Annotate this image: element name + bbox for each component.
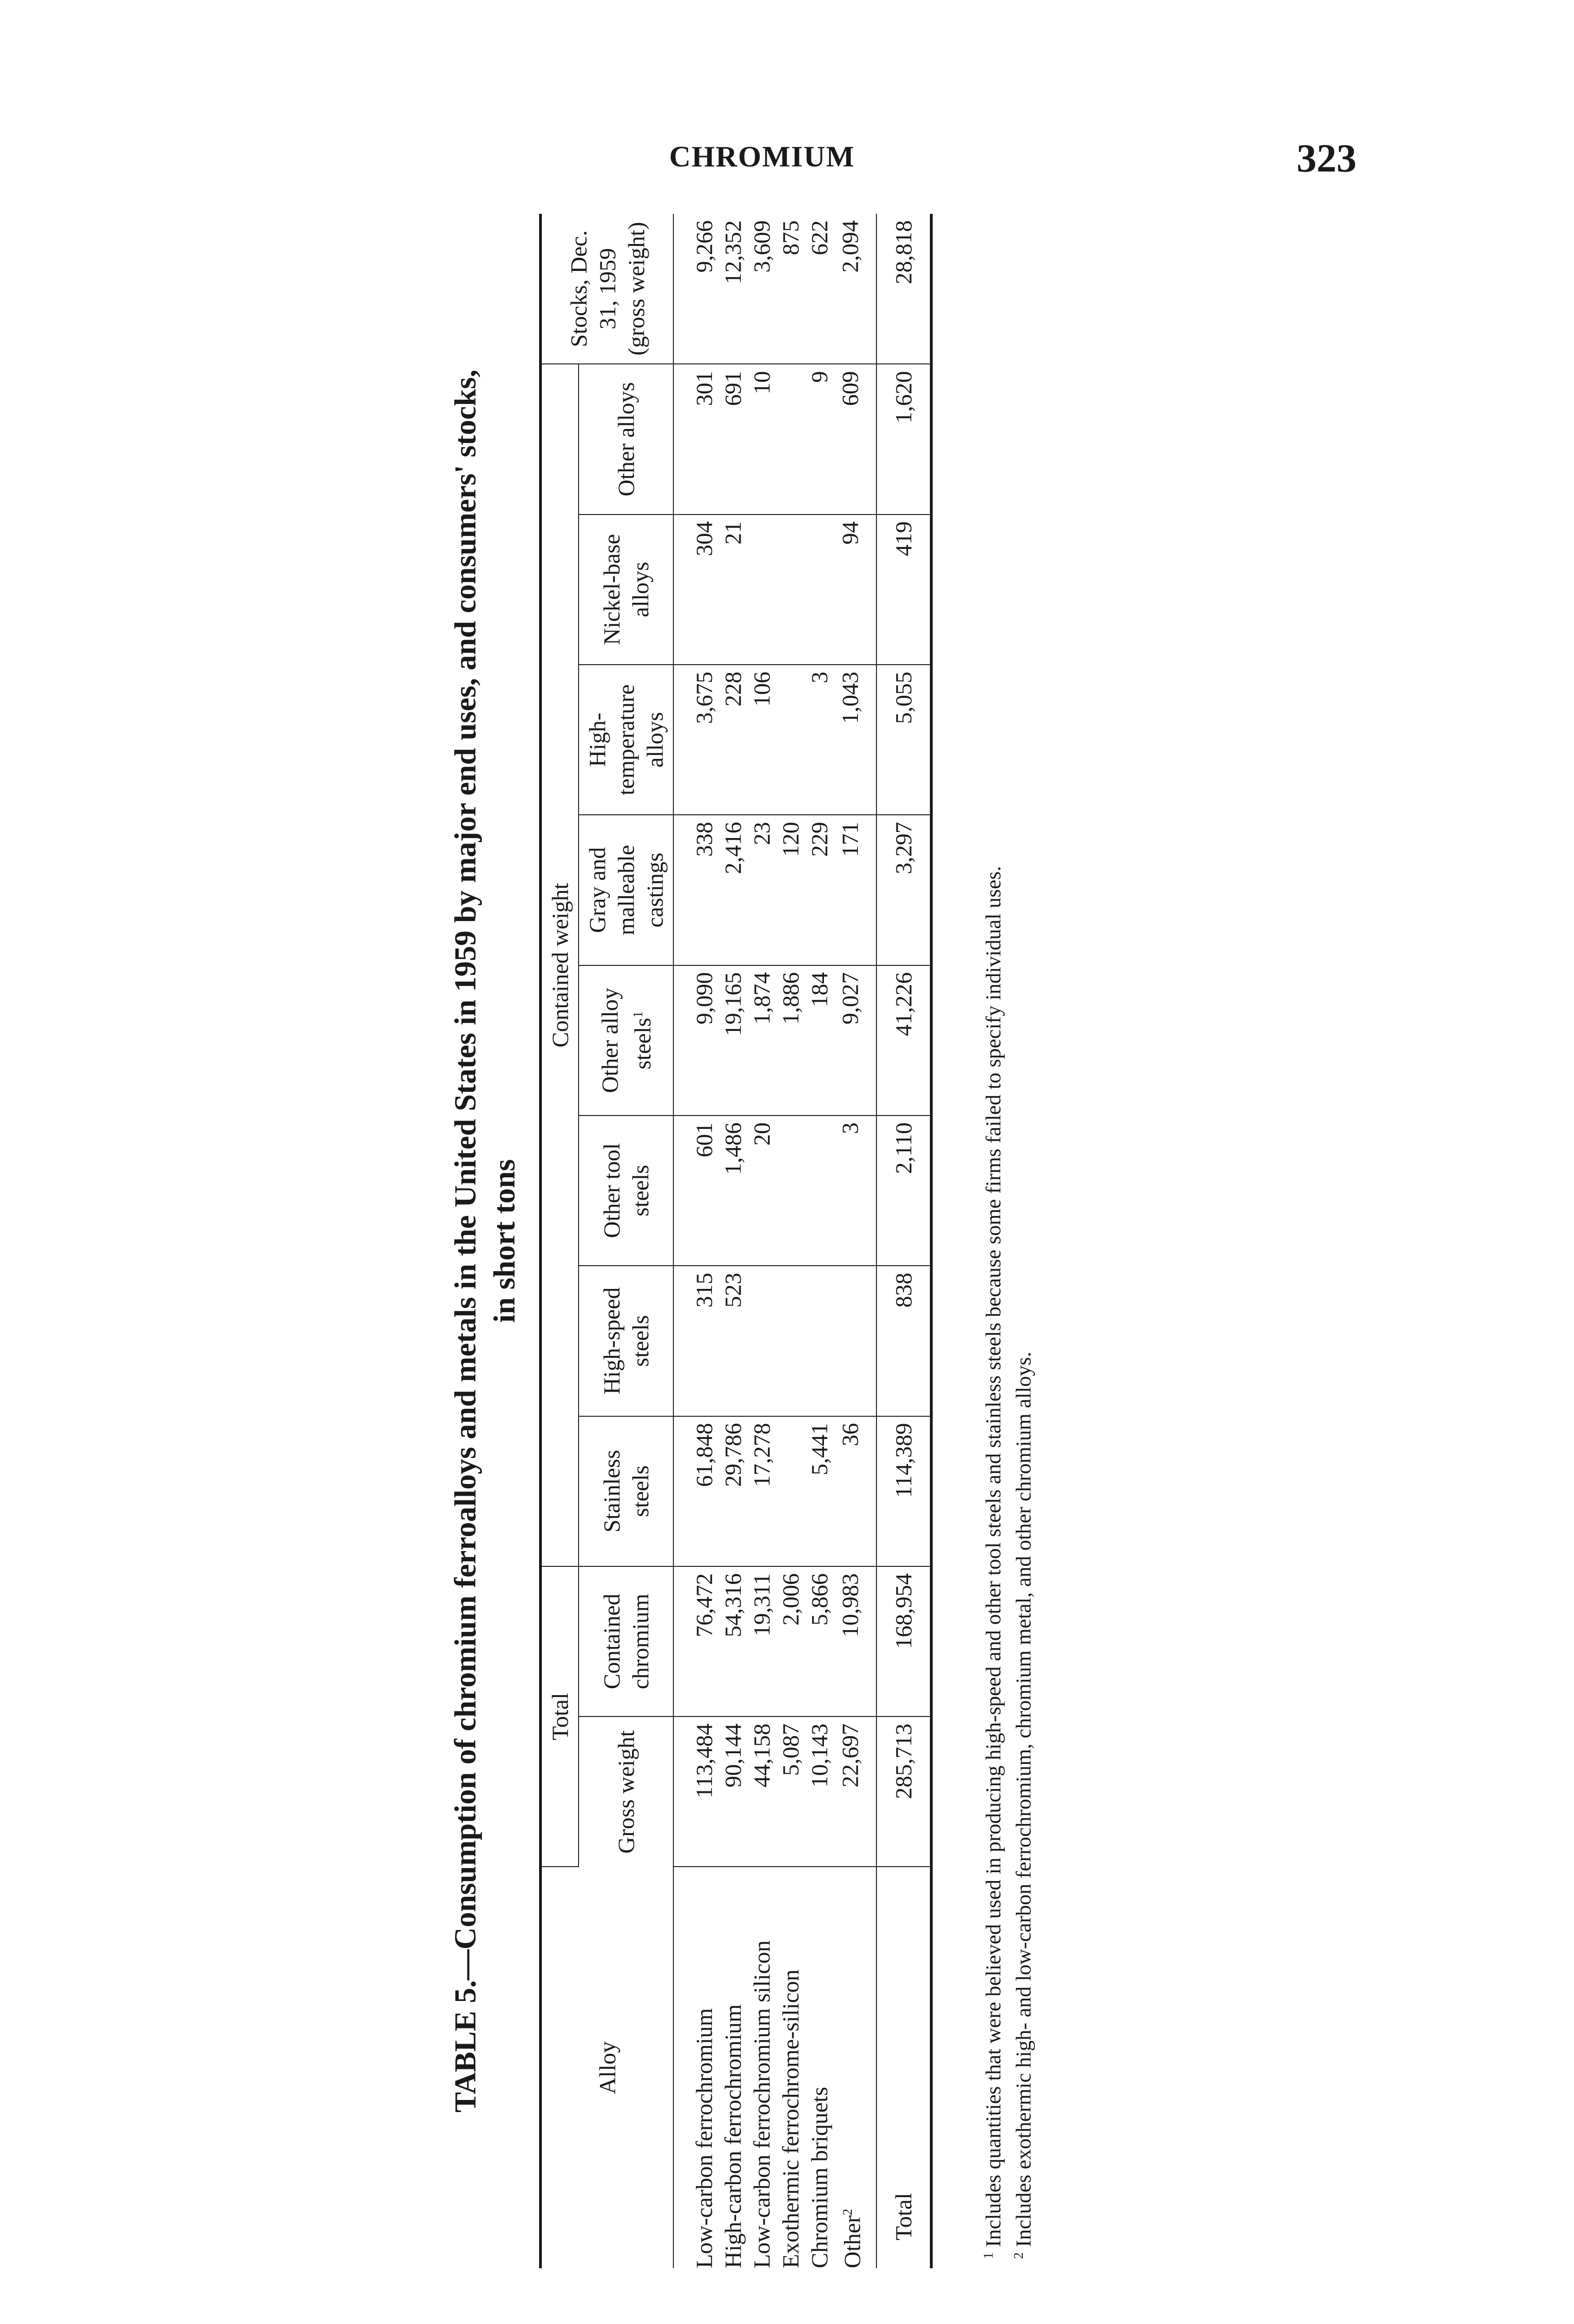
- table-row: [805, 214, 834, 2268]
- header-gray-malleable: Gray and malleable castings: [579, 815, 673, 965]
- cell-other-alloy: 184: [805, 965, 834, 1116]
- total-row: [876, 214, 931, 2268]
- cell-other-tool: [805, 1116, 834, 1266]
- alloy-name: Exothermic ferrochrome-silicon: [777, 1969, 803, 2268]
- header-other-alloys: Other alloys: [579, 364, 673, 514]
- cell-gray: 120: [776, 815, 805, 965]
- caption-line-2: in short tons: [487, 1159, 521, 1323]
- cell-high-speed: [776, 1266, 805, 1416]
- cell-gross: 90,144: [718, 1717, 747, 1867]
- running-head: CHROMIUM: [669, 140, 855, 173]
- cell-other-alloys: 691: [718, 364, 747, 514]
- header-gross-weight: Gross weight: [579, 1717, 673, 1867]
- cell-stocks: 3,609: [747, 214, 776, 364]
- row-label: [834, 1867, 876, 2268]
- cell-contained: 10,983: [834, 1566, 876, 1717]
- cell-high-temp: 228: [718, 665, 747, 815]
- cell-nickel: [805, 515, 834, 665]
- footnote-ref-2: 2: [841, 2209, 855, 2216]
- cell-gray: 2,416: [718, 815, 747, 965]
- cell-gray: 338: [673, 815, 718, 965]
- header-other-tool-steels: Other tool steels: [579, 1116, 673, 1266]
- header-other-alloy-steels-label: Other alloy steels: [596, 988, 656, 1093]
- cell-contained: 76,472: [673, 1566, 718, 1717]
- cell-stainless: 36: [834, 1416, 876, 1566]
- cell-nickel: 94: [834, 515, 876, 665]
- cell-stocks: 2,094: [834, 214, 876, 364]
- cell-stainless: [776, 1416, 805, 1566]
- footnote-2: [1006, 214, 1036, 2268]
- cell-gray: 23: [747, 815, 776, 965]
- alloy-name: Low-carbon ferrochromium: [691, 2008, 717, 2268]
- total-other-tool: 2,110: [876, 1116, 931, 1266]
- total-gross: 285,713: [876, 1717, 931, 1867]
- footnote-text: Includes quantities that were believed used in producing high-speed and other tool steels and stainless steels because some firms failed to specify individual uses.: [981, 866, 1005, 2247]
- cell-other-tool: 1,486: [718, 1116, 747, 1266]
- cell-nickel: 21: [718, 515, 747, 665]
- cell-other-tool: [776, 1116, 805, 1266]
- total-high-temp: 5,055: [876, 665, 931, 815]
- cell-stainless: 29,786: [718, 1416, 747, 1566]
- footnote-mark: 1: [981, 2252, 996, 2259]
- row-label: [673, 1867, 718, 2268]
- cell-gray: 229: [805, 815, 834, 965]
- footnote-text: Includes exothermic high- and low-carbon ferrochromium, chromium metal, and other chromium alloys.: [1011, 1352, 1035, 2247]
- cell-other-alloys: 10: [747, 364, 776, 514]
- table-row: [747, 214, 776, 2268]
- table-row: [834, 214, 876, 2268]
- consumption-table: [539, 214, 933, 2268]
- footnote-ref-1: 1: [631, 1011, 645, 1018]
- header-contained-chromium: Contained chromium: [579, 1566, 673, 1717]
- cell-other-alloy: 9,090: [673, 965, 718, 1116]
- cell-high-temp: 3,675: [673, 665, 718, 815]
- cell-other-alloys: 9: [805, 364, 834, 514]
- cell-gross: 44,158: [747, 1717, 776, 1867]
- total-other-alloy: 41,226: [876, 965, 931, 1116]
- cell-nickel: [776, 515, 805, 665]
- cell-other-alloy: 1,886: [776, 965, 805, 1116]
- cell-other-tool: 601: [673, 1116, 718, 1266]
- cell-other-alloys: 609: [834, 364, 876, 514]
- total-other-alloys: 1,620: [876, 364, 931, 514]
- table-row: [776, 214, 805, 2268]
- total-contained: 168,954: [876, 1566, 931, 1717]
- header-alloy: Alloy: [540, 1867, 673, 2268]
- cell-nickel: 304: [673, 515, 718, 665]
- alloy-name: Low-carbon ferrochromium silicon: [749, 1940, 775, 2268]
- page-number: 323: [1297, 136, 1357, 180]
- alloy-name: High-carbon ferrochromium: [720, 2004, 746, 2268]
- total-label: Total: [876, 1867, 931, 2268]
- header-high-speed-steels: High-speed steels: [579, 1266, 673, 1416]
- cell-other-tool: 20: [747, 1116, 776, 1266]
- cell-stainless: 61,848: [673, 1416, 718, 1566]
- table-row: [718, 214, 747, 2268]
- rotated-table-block: [446, 214, 1050, 2268]
- footnote-mark: 2: [1012, 2252, 1027, 2259]
- row-label: [718, 1867, 747, 2268]
- cell-other-alloys: 301: [673, 364, 718, 514]
- header-nickel-base-alloys: Nickel-base alloys: [579, 515, 673, 665]
- header-high-temp-alloys: High-temperature alloys: [579, 665, 673, 815]
- cell-other-tool: 3: [834, 1116, 876, 1266]
- cell-stainless: 17,278: [747, 1416, 776, 1566]
- total-nickel: 419: [876, 515, 931, 665]
- cell-stocks: 9,266: [673, 214, 718, 364]
- cell-other-alloy: 19,165: [718, 965, 747, 1116]
- cell-contained: 2,006: [776, 1566, 805, 1717]
- cell-high-speed: [805, 1266, 834, 1416]
- cell-high-speed: [834, 1266, 876, 1416]
- cell-other-alloys: [776, 364, 805, 514]
- cell-contained: 5,866: [805, 1566, 834, 1717]
- header-stainless-steels: Stainless steels: [579, 1416, 673, 1566]
- cell-gross: 5,087: [776, 1717, 805, 1867]
- footnotes: [976, 214, 1037, 2268]
- total-high-speed: 838: [876, 1266, 931, 1416]
- cell-gray: 171: [834, 815, 876, 965]
- row-label: [747, 1867, 776, 2268]
- cell-gross: 22,697: [834, 1717, 876, 1867]
- alloy-name: Chromium briquets: [806, 2086, 832, 2268]
- cell-stocks: 12,352: [718, 214, 747, 364]
- header-total-group: Total: [540, 1566, 579, 1867]
- total-stocks: 28,818: [876, 214, 931, 364]
- cell-gross: 10,143: [805, 1717, 834, 1867]
- header-stocks: Stocks, Dec. 31, 1959 (gross weight): [540, 214, 673, 364]
- table-row: [673, 214, 718, 2268]
- table-caption: [446, 214, 524, 2268]
- cell-high-speed: 315: [673, 1266, 718, 1416]
- cell-other-alloy: 9,027: [834, 965, 876, 1116]
- cell-high-temp: [776, 665, 805, 815]
- cell-high-temp: 1,043: [834, 665, 876, 815]
- total-stainless: 114,389: [876, 1416, 931, 1566]
- total-gray: 3,297: [876, 815, 931, 965]
- cell-nickel: [747, 515, 776, 665]
- cell-high-temp: 106: [747, 665, 776, 815]
- cell-other-alloy: 1,874: [747, 965, 776, 1116]
- row-label: [776, 1867, 805, 2268]
- alloy-name: Other: [839, 2215, 865, 2268]
- caption-line-1: TABLE 5.—Consumption of chromium ferroalloys and metals in the United States in 1959 by major end uses, and consumers' stocks,: [448, 369, 482, 2113]
- cell-high-temp: 3: [805, 665, 834, 815]
- cell-stocks: 875: [776, 214, 805, 364]
- cell-stainless: 5,441: [805, 1416, 834, 1566]
- footnote-1: [976, 214, 1006, 2268]
- cell-contained: 54,316: [718, 1566, 747, 1717]
- header-other-alloy-steels: [579, 965, 673, 1116]
- table-body: [673, 214, 931, 2268]
- cell-high-speed: [747, 1266, 776, 1416]
- row-label: [805, 1867, 834, 2268]
- cell-contained: 19,311: [747, 1566, 776, 1717]
- header-contained-group: Contained weight: [540, 364, 579, 1566]
- cell-stocks: 622: [805, 214, 834, 364]
- cell-gross: 113,484: [673, 1717, 718, 1867]
- cell-high-speed: 523: [718, 1266, 747, 1416]
